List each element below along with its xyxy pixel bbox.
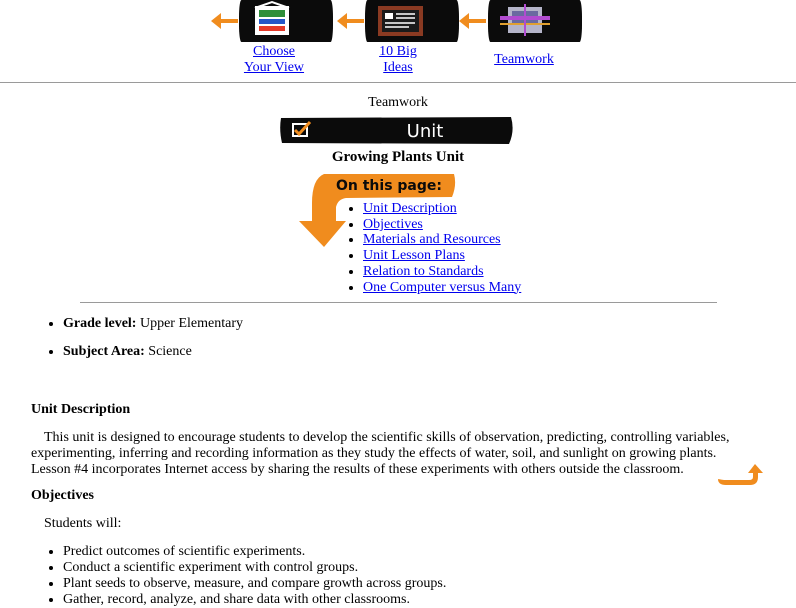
list-item bbox=[363, 232, 521, 248]
list-item: • Conduct a scientific experiment with control groups. bbox=[63, 560, 446, 576]
on-this-page-links bbox=[344, 201, 521, 295]
unit-description-text: This unit is designed to encourage students to develop the scientific skills of observation, predicting, controlling variables, experimenting, inferring and recording information as they study the effects of water, soil, and sunlight on growing plants. Lesson #4 incorporates Internet access by sharing the results of these experiments with others outside the classroom. bbox=[31, 430, 730, 477]
orange-left-arrow-icon bbox=[210, 10, 240, 32]
orange-left-arrow-icon bbox=[336, 10, 366, 32]
choose-your-view-link[interactable]: Choose Your View bbox=[243, 44, 305, 75]
subject-area-value: Science bbox=[148, 344, 192, 359]
section-divider bbox=[80, 302, 717, 303]
unit-banner-text: Unit bbox=[406, 121, 444, 142]
list-item: • Predict outcomes of scientific experiments. bbox=[63, 544, 446, 560]
top-divider bbox=[0, 82, 796, 83]
unit-name: Growing Plants Unit bbox=[331, 149, 465, 165]
subject-area-label: Subject Area: bbox=[63, 344, 145, 359]
teamwork-link[interactable]: Teamwork bbox=[494, 52, 554, 67]
monitor-tile[interactable] bbox=[243, 0, 329, 42]
list-item: • Gather, record, analyze, and share data with other classrooms. bbox=[63, 592, 446, 608]
link-relation-to-standards[interactable]: Relation to Standards bbox=[363, 263, 484, 279]
objectives-intro: Students will: bbox=[44, 516, 122, 531]
network-icon bbox=[492, 0, 578, 42]
10-big-ideas-link[interactable]: 10 Big Ideas bbox=[379, 44, 417, 75]
list-item bbox=[363, 217, 521, 233]
link-materials-and-resources[interactable]: Materials and Resources bbox=[363, 232, 501, 248]
objectives-heading: Objectives bbox=[31, 488, 94, 503]
grade-level-label: Grade level: bbox=[63, 316, 137, 331]
list-item: • Plant seeds to observe, measure, and compare growth across groups. bbox=[63, 576, 446, 592]
grade-level-value: Upper Elementary bbox=[139, 316, 243, 331]
list-item bbox=[363, 201, 521, 217]
grade-level-item bbox=[63, 316, 243, 332]
monitor-icon bbox=[243, 0, 329, 42]
objectives-list bbox=[44, 544, 446, 608]
list-item bbox=[363, 280, 521, 296]
slate-icon bbox=[369, 0, 455, 42]
link-unit-description[interactable]: Unit Description bbox=[363, 201, 457, 216]
subject-area-item bbox=[63, 344, 243, 360]
page-section-title: Teamwork bbox=[368, 95, 428, 110]
top-navigation bbox=[0, 0, 796, 80]
link-objectives[interactable]: Objectives bbox=[363, 216, 423, 232]
orange-left-arrow-icon bbox=[458, 10, 488, 32]
link-unit-lesson-plans[interactable]: Unit Lesson Plans bbox=[363, 248, 465, 264]
unit-banner bbox=[277, 114, 517, 147]
back-to-top-arrow-icon[interactable] bbox=[716, 463, 766, 489]
list-item bbox=[363, 248, 521, 264]
network-tile[interactable] bbox=[492, 0, 578, 42]
list-item bbox=[363, 264, 521, 280]
unit-description-heading: Unit Description bbox=[31, 402, 131, 417]
link-one-computer-versus-many[interactable]: One Computer versus Many bbox=[363, 279, 522, 295]
on-this-page-label: On this page: bbox=[336, 178, 442, 194]
unit-meta-list bbox=[44, 316, 243, 372]
slate-tile[interactable] bbox=[369, 0, 455, 42]
